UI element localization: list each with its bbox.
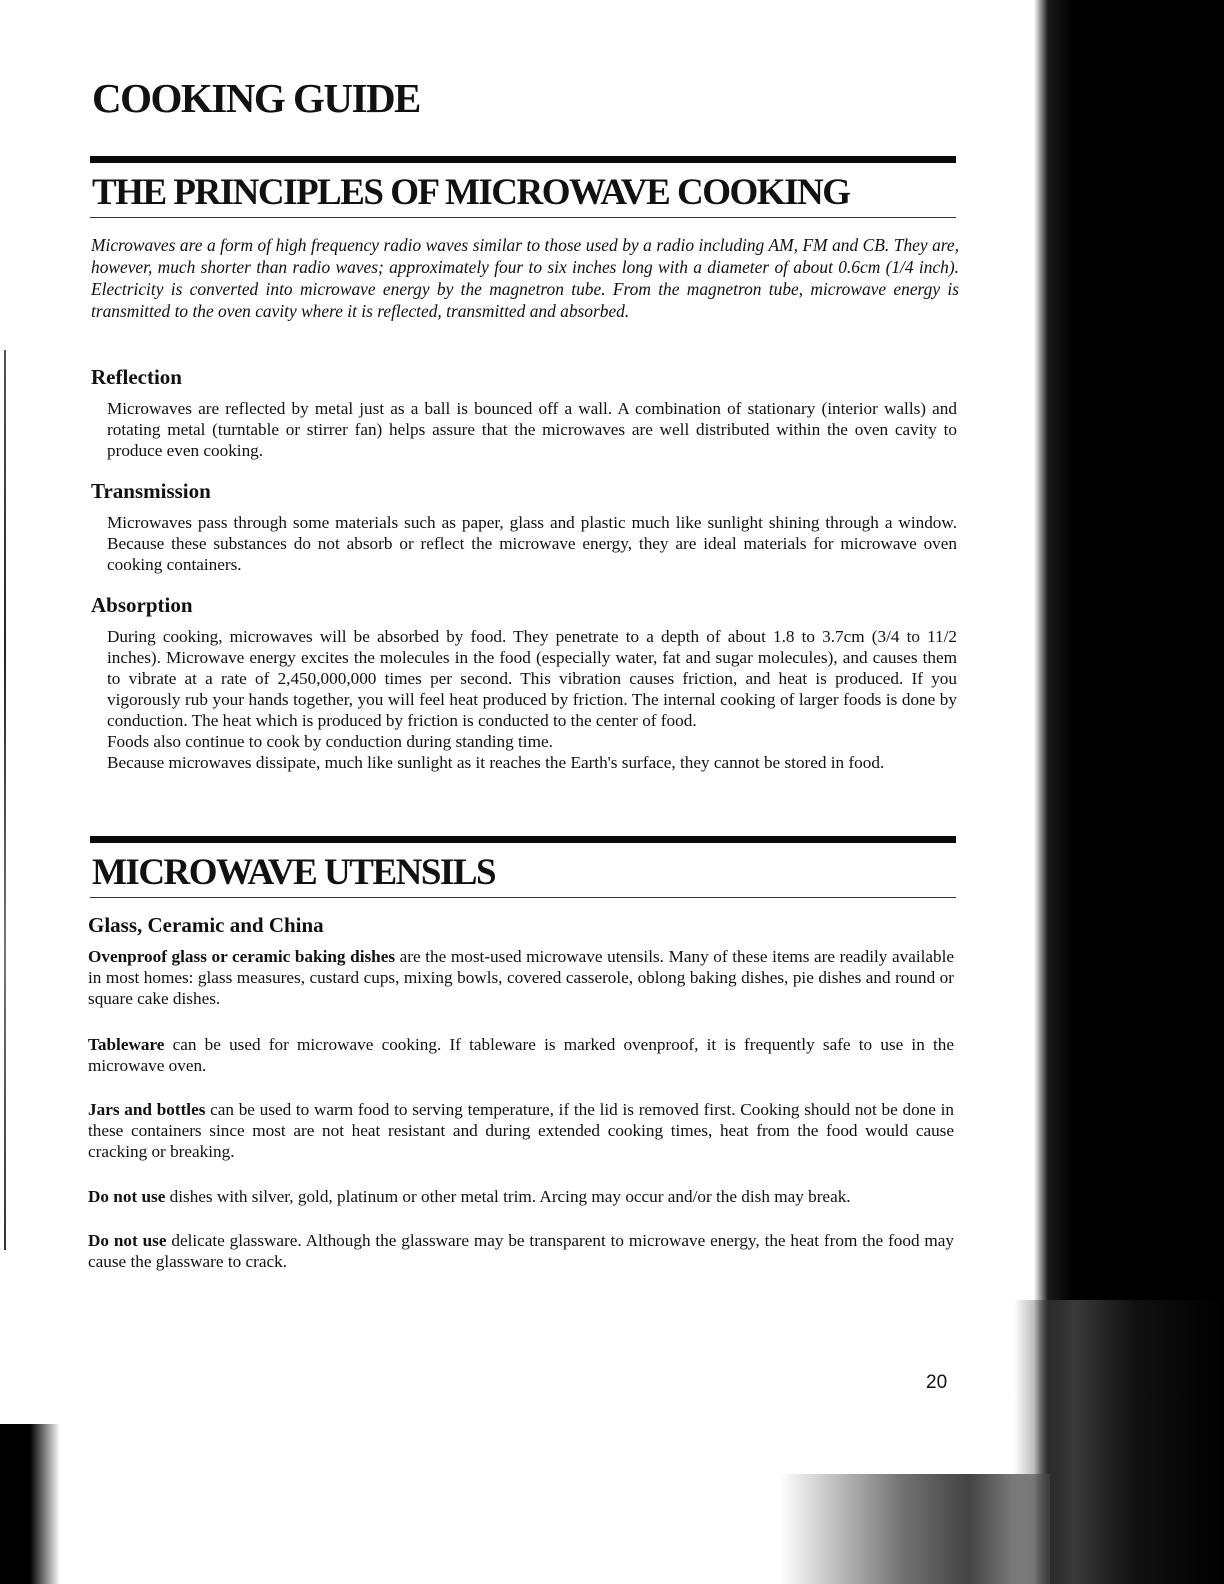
utensil-item-lead: Jars and bottles xyxy=(88,1100,206,1119)
section-rule-thin xyxy=(90,217,956,218)
glass-ceramic-title: Glass, Ceramic and China xyxy=(88,913,324,937)
section-rule-thick xyxy=(90,836,956,843)
section-rule-thick xyxy=(90,156,956,163)
utensil-item xyxy=(88,1099,954,1162)
absorption-line-3: Because microwaves dissipate, much like sunlight as it reaches the Earth's surface, they cannot be stored in food. xyxy=(107,753,885,772)
reflection-body: Microwaves are reflected by metal just as a ball is bounced off a wall. A combination of stationary (interior walls) and rotating metal (turntable or stirrer fan) helps assure that the microwaves are well distributed within the oven cavity to produce even cooking. xyxy=(107,399,957,460)
reflection-title: Reflection xyxy=(91,365,182,389)
page-title: COOKING GUIDE xyxy=(92,75,420,121)
utensil-item-lead: Tableware xyxy=(88,1035,165,1054)
utensil-item-text: are the most-used microwave utensils. Many of these items are readily available in most homes: glass measures, custard cups, mixing bowls, covered casserole, oblong baking dishes, pie dishes and round or square cake dishes. xyxy=(88,947,955,1008)
principles-intro: Microwaves are a form of high frequency radio waves similar to those used by a radio including AM, FM and CB. They are, however, much shorter than radio waves; approximately four to six inches long with a diameter of about 0.6cm (1/4 inch). Electricity is converted into microwave energy by the magnetron tube. From the magnetron tube, microwave energy is transmitted to the oven cavity where it is reflected, transmitted and absorbed. xyxy=(91,235,959,321)
page-number: 20 xyxy=(926,1372,948,1393)
scan-shadow-left-bottom xyxy=(0,1424,60,1584)
utensil-item-lead: Ovenproof glass or ceramic baking dishes xyxy=(88,947,396,966)
utensils-heading: MICROWAVE UTENSILS xyxy=(92,852,496,893)
utensil-item xyxy=(88,1186,954,1207)
principles-section-header xyxy=(90,156,956,218)
utensil-item xyxy=(88,946,954,1009)
transmission-title: Transmission xyxy=(91,479,211,503)
utensil-item-text: can be used to warm food to serving temperature, if the lid is removed first. Cooking should not be done in these containers since most are not heat resistant and during extended cooking times, heat from the food would cause cracking or breaking. xyxy=(88,1100,954,1161)
utensil-item-lead: Do not use xyxy=(88,1231,167,1250)
principles-heading: THE PRINCIPLES OF MICROWAVE COOKING xyxy=(92,172,850,213)
absorption-title: Absorption xyxy=(91,593,193,617)
utensil-item-text: delicate glassware. Although the glassware may be transparent to microwave energy, the heat from the food may cause the glassware to crack. xyxy=(88,1231,954,1271)
utensil-item-lead: Do not use xyxy=(88,1187,166,1206)
scan-binding-line xyxy=(4,350,6,1250)
utensils-section-header xyxy=(90,836,956,898)
utensil-item xyxy=(88,1230,954,1272)
absorption-block xyxy=(107,626,957,773)
scan-shadow-bottom xyxy=(780,1474,1050,1584)
absorption-body: During cooking, microwaves will be absorbed by food. They penetrate to a depth of about 1.8 to 3.7cm (3/4 to 11/2 inches). Microwave energy excites the molecules in the food (especially water, fat and sugar molecules), and causes them to vibrate at a rate of 2,450,000,000 times per second. This vibration causes friction, and heat is produced. If you vigorously rub your hands together, you will feel heat produced by friction. The internal cooking of larger foods is done by conduction. The heat which is produced by friction is conducted to the center of food. xyxy=(107,627,957,730)
utensil-item-text: dishes with silver, gold, platinum or other metal trim. Arcing may occur and/or the dish may break. xyxy=(165,1187,851,1206)
utensil-item-text: can be used for microwave cooking. If tableware is marked ovenproof, it is frequently safe to use in the microwave oven. xyxy=(88,1035,954,1075)
section-rule-thin xyxy=(90,897,956,898)
transmission-body: Microwaves pass through some materials such as paper, glass and plastic much like sunlight shining through a window. Because these substances do not absorb or reflect the microwave energy, they are ideal materials for microwave oven cooking containers. xyxy=(107,513,957,574)
utensil-item xyxy=(88,1034,954,1076)
absorption-line-2: Foods also continue to cook by conduction during standing time. xyxy=(107,732,553,751)
